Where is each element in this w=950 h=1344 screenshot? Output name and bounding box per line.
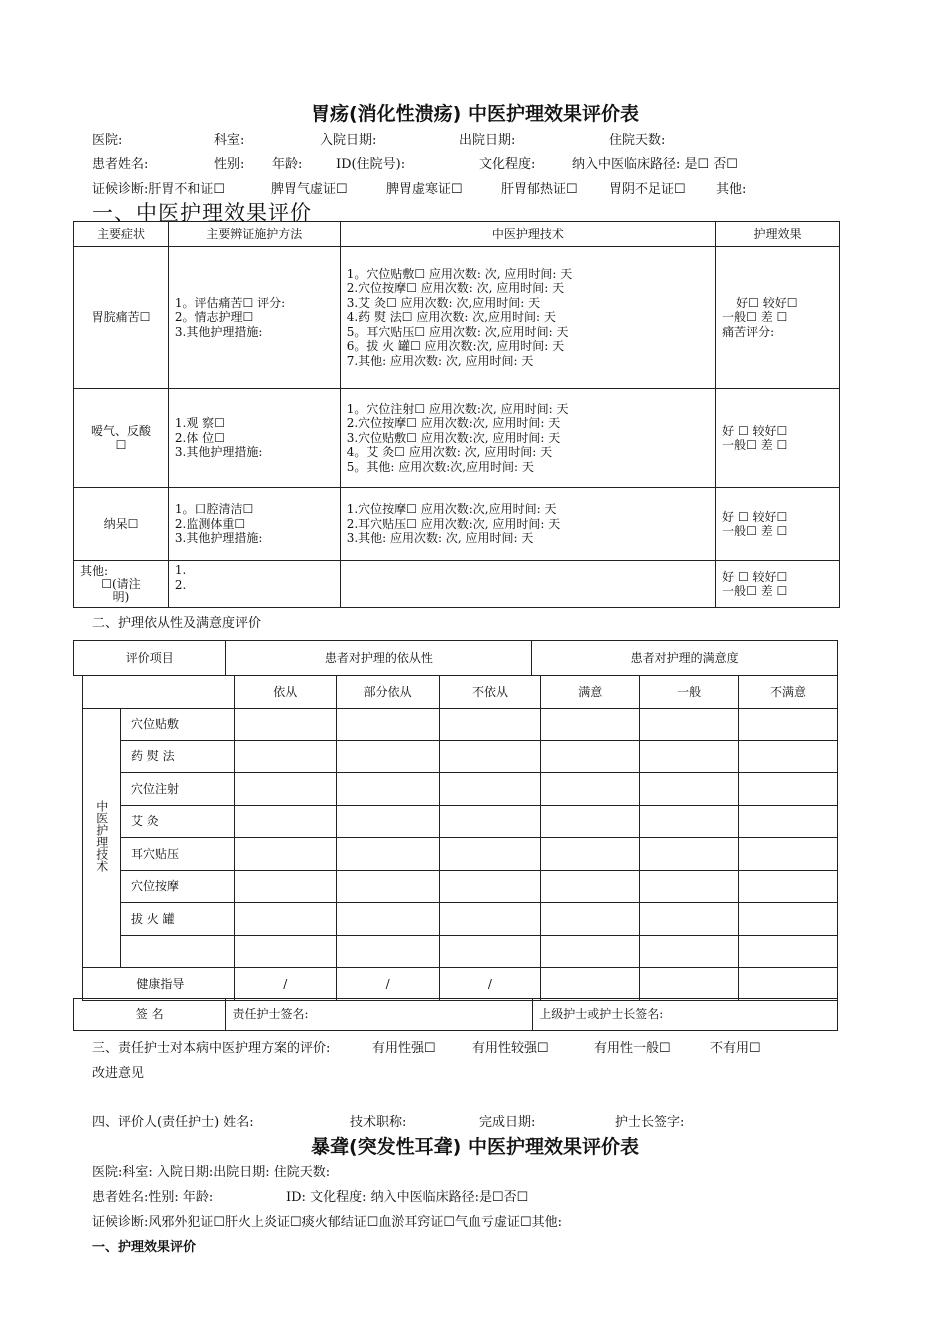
age-label: 年龄: [272, 157, 303, 172]
effect-cell: 好 ☐ 较好☐ 一般☐ 差 ☐ [716, 389, 840, 488]
sub-unsatisfied: 不满意 [739, 676, 838, 709]
item-label: 穴位注射 [120, 773, 234, 806]
sub-comply: 依从 [234, 676, 336, 709]
health-guidance-label: 健康指导 [83, 968, 235, 1001]
table-row [83, 968, 838, 1001]
technique-cell: 1。穴位贴敷☐ 应用次数: 次, 应用时间: 天 2.穴位按摩☐ 应用次数: 次, 应用时间: 天 3.艾 灸☐ 应用次数: 次,应用时间: 天 4.药 熨 法☐ 应用次数: 次,应用时间: 天 5。耳穴贴压☐ 应用次数: 次,应用时间: 天 6。拔 火 罐☐ 应用次数:次, 应用时间: 天 7.其他: 应用次数: 次, 应用时间: 天 [340, 247, 715, 389]
diagnosis-other: 其他: [716, 182, 747, 197]
title-label: 技术职称: [350, 1115, 407, 1130]
header-satisfaction: 患者对护理的满意度 [532, 641, 838, 676]
clinical-path-label: 纳入中医临床路径: 是☐ 否☐ [572, 157, 738, 172]
header-eval-item: 评价项目 [74, 641, 226, 676]
header-method: 主要辨证施护方法 [168, 222, 340, 247]
stay-days-label: 住院天数: [609, 133, 666, 148]
header-technique: 中医护理技术 [340, 222, 715, 247]
compliance-grid [82, 675, 838, 1001]
method-cell: 1.观 察☐ 2.体 位☐ 3.其他护理措施: [168, 389, 340, 488]
header-symptom: 主要症状 [74, 222, 169, 247]
signature-table [73, 998, 838, 1031]
diagnosis-option-2: 脾胃气虚证☐ [271, 182, 348, 197]
item-label: 穴位贴敷 [120, 709, 234, 741]
group-label-cell: 中医护理技术 [83, 709, 121, 968]
table-row [83, 936, 838, 968]
header-effect: 护理效果 [716, 222, 840, 247]
effect-cell: 好 ☐ 较好☐ 一般☐ 差 ☐ [716, 561, 840, 608]
second-info-row2a: 患者姓名:性别: 年龄: [92, 1190, 214, 1205]
nurse-signature: 责任护士签名: [226, 999, 533, 1031]
technique-cell: 1.穴位按摩☐ 应用次数:次,应用时间: 天 2.耳穴贴压☐ 应用次数:次, 应用时间: 天 3.其他: 应用次数: 次, 应用时间: 天 [340, 488, 715, 561]
section3-title: 三、责任护士对本病中医护理方案的评价: [92, 1041, 331, 1056]
slash-mark: / [336, 968, 439, 1001]
header-compliance: 患者对护理的依从性 [226, 641, 532, 676]
table-row [74, 561, 840, 608]
table-row [83, 903, 838, 936]
id-label: ID(住院号): [336, 157, 406, 172]
second-info-row2b: ID: 文化程度: 纳入中医临床路径:是☐否☐ [286, 1190, 529, 1205]
second-info-row3: 证候诊断:风邪外犯证☐肝火上炎证☐痰火郁结证☐血淤耳窍证☐气血亏虚证☐其他: [92, 1215, 563, 1230]
item-label: 穴位按摩 [120, 871, 234, 903]
diagnosis-label: 证候诊断:肝胃不和证☐ [92, 182, 226, 197]
sub-neutral: 一般 [640, 676, 739, 709]
hospital-label: 医院: [92, 133, 123, 148]
head-nurse-signature: 上级护士或护士长签名: [533, 999, 838, 1031]
table-row [83, 838, 838, 871]
eval-option-useless: 不有用☐ [710, 1041, 761, 1056]
patient-name-label: 患者姓名: [92, 157, 149, 172]
evaluator-name-label: 四、评价人(责任护士) 姓名: [92, 1115, 254, 1130]
sign-label: 签 名 [74, 999, 226, 1031]
symptom-cell: 其他: ☐(请注 明) [74, 561, 169, 608]
head-nurse-sign-label: 护士长签字: [615, 1115, 685, 1130]
table-row [74, 247, 840, 389]
sub-satisfied: 满意 [541, 676, 640, 709]
slash-mark: / [439, 968, 541, 1001]
second-info-row1: 医院:科室: 入院日期:出院日期: 住院天数: [92, 1165, 331, 1180]
compliance-table [73, 640, 838, 676]
diagnosis-option-4: 肝胃郁热证☐ [501, 182, 578, 197]
table-row [83, 871, 838, 903]
symptom-cell: 纳呆☐ [74, 488, 169, 561]
gender-label: 性别: [214, 157, 245, 172]
sub-noncomply: 不依从 [439, 676, 541, 709]
table-row [74, 488, 840, 561]
method-cell: 1. 2. [168, 561, 340, 608]
diagnosis-option-3: 脾胃虚寒证☐ [386, 182, 463, 197]
admission-date-label: 入院日期: [320, 133, 377, 148]
item-label: 拔 火 罐 [120, 903, 234, 936]
eval-option-strong: 有用性强☐ [372, 1041, 436, 1056]
nursing-effect-table [73, 221, 840, 608]
method-cell: 1。评估痛苦☐ 评分: 2。情志护理☐ 3.其他护理措施: [168, 247, 340, 389]
second-section1-title: 一、护理效果评价 [92, 1240, 197, 1255]
diagnosis-option-5: 胃阴不足证☐ [609, 182, 686, 197]
eval-option-average: 有用性一般☐ [594, 1041, 671, 1056]
method-cell: 1。口腔清洁☐ 2.监测体重☐ 3.其他护理措施: [168, 488, 340, 561]
technique-cell [340, 561, 715, 608]
table-row [83, 741, 838, 773]
item-label [120, 936, 234, 968]
department-label: 科室: [214, 133, 245, 148]
symptom-cell: 胃脘痛苦☐ [74, 247, 169, 389]
effect-cell: 好☐ 较好☐ 一般☐ 差 ☐ 痛苦评分: [716, 247, 840, 389]
table-row [83, 773, 838, 806]
sub-partial: 部分依从 [336, 676, 439, 709]
slash-mark: / [234, 968, 336, 1001]
page-title: 胃疡(消化性溃疡) 中医护理效果评价表 [311, 103, 639, 125]
table-row [83, 709, 838, 741]
item-label: 药 熨 法 [120, 741, 234, 773]
technique-cell: 1。穴位注射☐ 应用次数:次, 应用时间: 天 2.穴位按摩☐ 应用次数:次, 应用时间: 天 3.穴位贴敷☐ 应用次数:次, 应用时间: 天 4。艾 灸☐ 应用次数: 次, 应用时间: 天 5。其他: 应用次数:次,应用时间: 天 [340, 389, 715, 488]
eval-option-rather-strong: 有用性较强☐ [472, 1041, 549, 1056]
effect-cell: 好 ☐ 较好☐ 一般☐ 差 ☐ [716, 488, 840, 561]
table-row [83, 806, 838, 838]
improvement-label: 改进意见 [92, 1066, 145, 1081]
second-title: 暴聋(突发性耳聋) 中医护理效果评价表 [311, 1136, 639, 1158]
education-label: 文化程度: [479, 157, 536, 172]
section2-title: 二、护理依从性及满意度评价 [92, 616, 262, 631]
finish-date-label: 完成日期: [479, 1115, 536, 1130]
blank-corner [83, 676, 235, 709]
table-row [74, 389, 840, 488]
discharge-date-label: 出院日期: [459, 133, 516, 148]
section1-title: 一、中医护理效果评价 [92, 201, 312, 225]
symptom-cell: 嗳气、反酸 ☐ [74, 389, 169, 488]
item-label: 艾 灸 [120, 806, 234, 838]
item-label: 耳穴贴压 [120, 838, 234, 871]
